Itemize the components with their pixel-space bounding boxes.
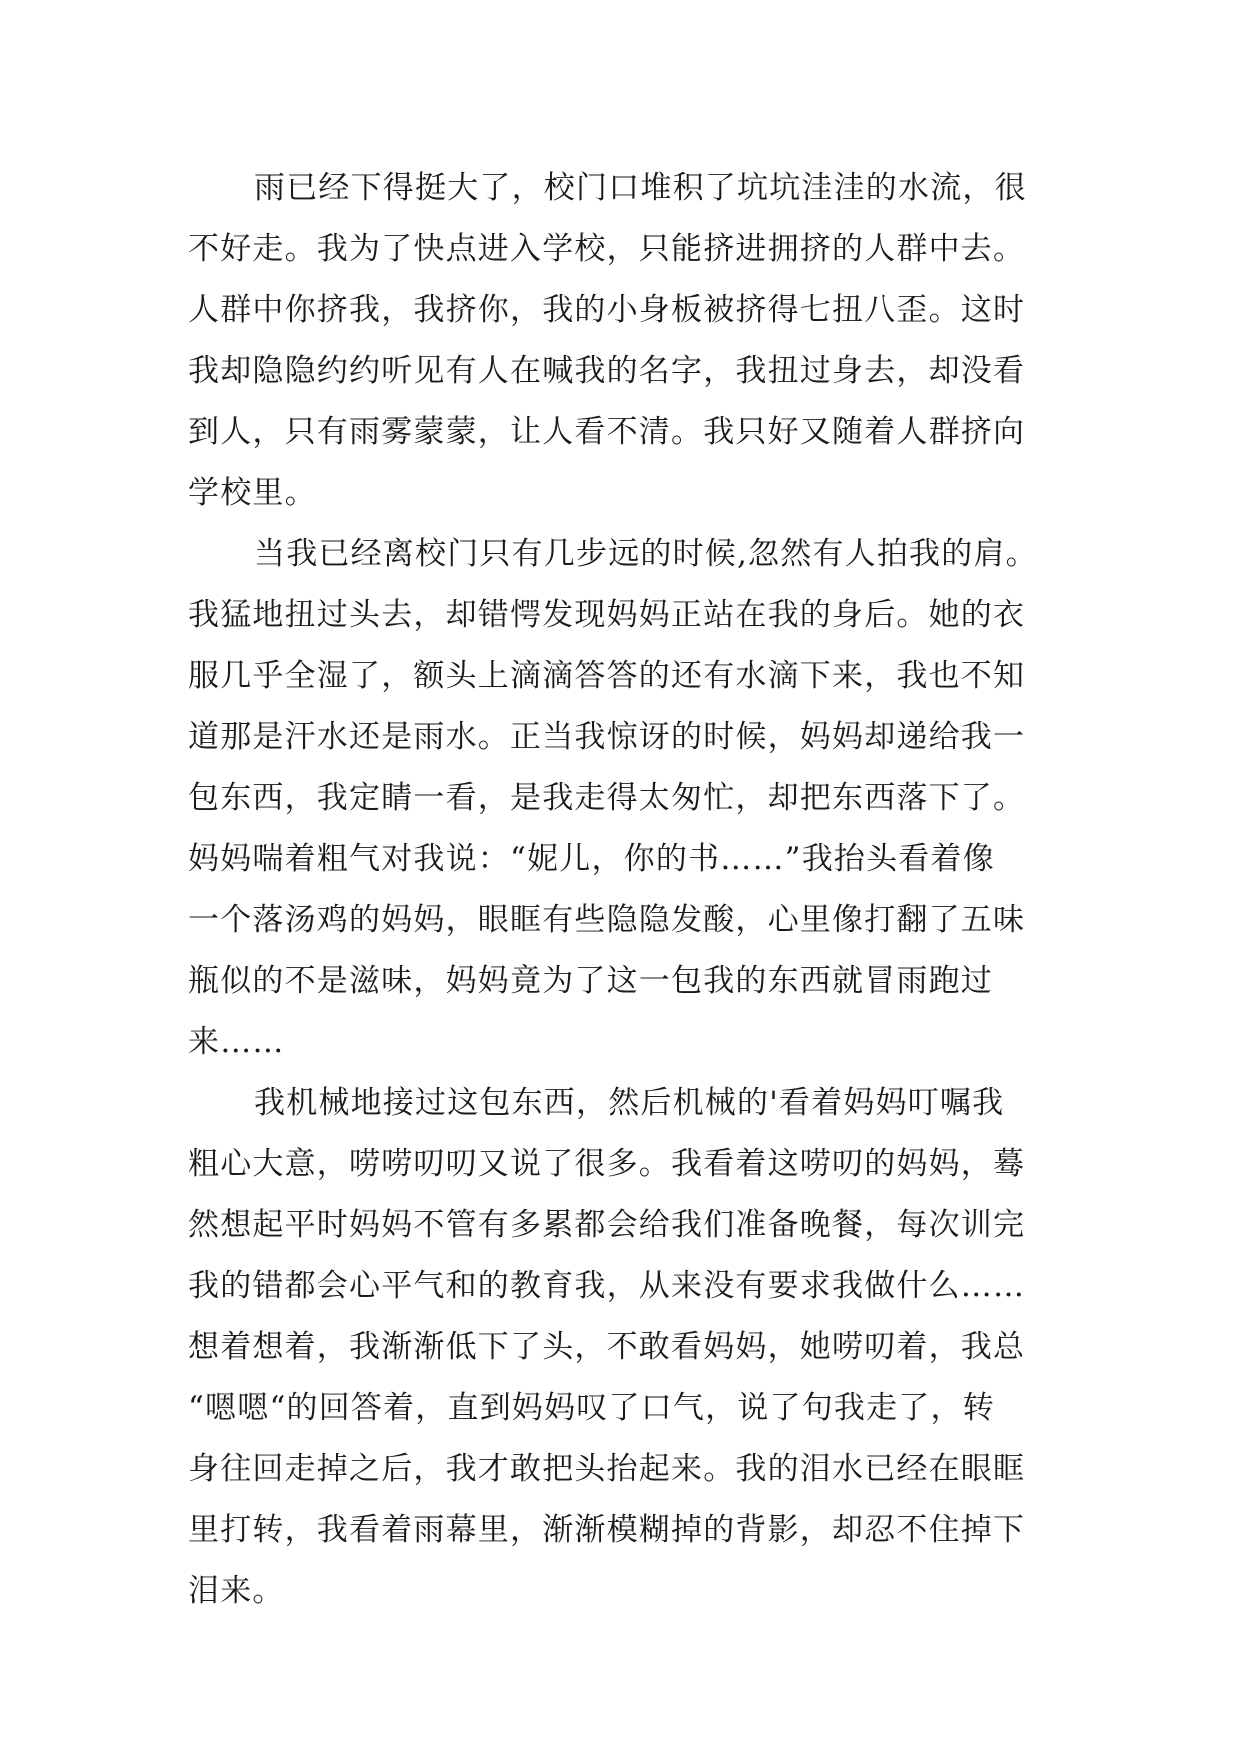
paragraph-3-line-5: 想着想着，我渐渐低下了头，不敢看妈妈，她唠叨着，我总: [188, 1329, 1026, 1365]
paragraph-2-line-2: 我猛地扭过头去，却错愕发现妈妈正站在我的身后。她的衣: [188, 597, 1026, 633]
paragraph-1-line-6: 学校里。: [188, 475, 317, 511]
paragraph-1-line-2: 不好走。我为了快点进入学校，只能挤进拥挤的人群中去。: [188, 231, 1026, 267]
paragraph-2-line-3: 服几乎全湿了，额头上滴滴答答的还有水滴下来，我也不知: [188, 658, 1026, 694]
paragraph-2-line-7: 一个落汤鸡的妈妈，眼眶有些隐隐发酸，心里像打翻了五味: [188, 902, 1026, 938]
paragraph-2-line-6: 妈妈喘着粗气对我说：“妮儿，你的书……”我抬头看着像: [188, 841, 995, 877]
paragraph-2-line-9: 来……: [188, 1024, 285, 1060]
paragraph-3-line-7: 身往回走掉之后，我才敢把头抬起来。我的泪水已经在眼眶: [188, 1451, 1026, 1487]
paragraph-2-line-8: 瓶似的不是滋味，妈妈竟为了这一包我的东西就冒雨跑过: [188, 963, 993, 999]
paragraph-3-line-3: 然想起平时妈妈不管有多累都会给我们准备晚餐，每次训完: [188, 1207, 1026, 1243]
paragraph-1-line-4: 我却隐隐约约听见有人在喊我的名字，我扭过身去，却没看: [188, 353, 1026, 389]
paragraph-3-line-4: 我的错都会心平气和的教育我，从来没有要求我做什么……: [188, 1268, 1026, 1304]
paragraph-3-line-8: 里打转，我看着雨幕里，渐渐模糊掉的背影，却忍不住掉下: [188, 1512, 1026, 1548]
paragraph-1-line-3: 人群中你挤我，我挤你，我的小身板被挤得七扭八歪。这时: [188, 292, 1026, 328]
paragraph-2-line-5: 包东西，我定睛一看，是我走得太匆忙，却把东西落下了。: [188, 780, 1026, 816]
paragraph-3-line-2: 粗心大意，唠唠叨叨又说了很多。我看着这唠叨的妈妈，蓦: [188, 1146, 1026, 1182]
paragraph-2-line-1: 当我已经离校门只有几步远的时候,忽然有人拍我的肩。: [254, 536, 1038, 572]
paragraph-2-line-4: 道那是汗水还是雨水。正当我惊讶的时候，妈妈却递给我一: [188, 719, 1026, 755]
paragraph-1-line-1: 雨已经下得挺大了，校门口堆积了坑坑洼洼的水流，很: [254, 170, 1027, 206]
paragraph-3-line-9: 泪来。: [188, 1573, 285, 1609]
paragraph-3-line-1: 我机械地接过这包东西，然后机械的'看着妈妈叮嘱我: [254, 1085, 1005, 1121]
text-body: [188, 158, 1068, 1622]
paragraph-1-line-5: 到人，只有雨雾蒙蒙，让人看不清。我只好又随着人群挤向: [188, 414, 1026, 450]
paragraph-3-line-6: “嗯嗯“的回答着，直到妈妈叹了口气，说了句我走了，转: [188, 1390, 995, 1426]
